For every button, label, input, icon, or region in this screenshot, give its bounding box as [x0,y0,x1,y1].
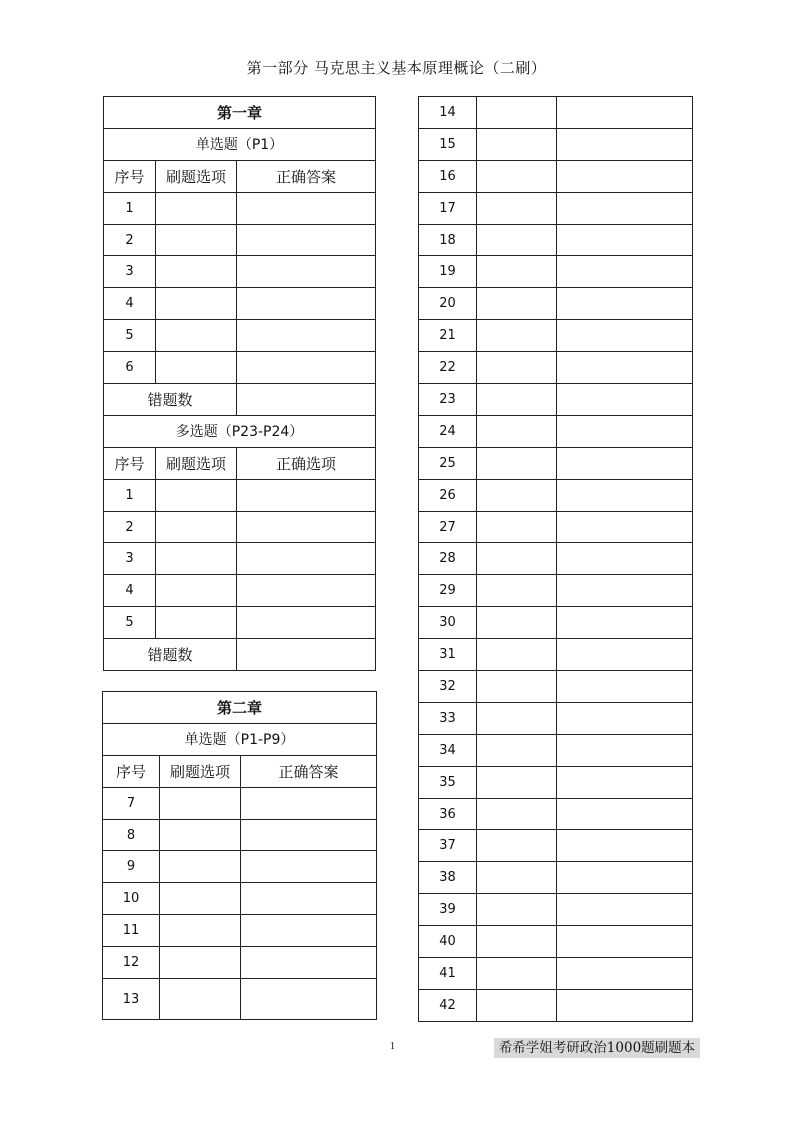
choice-cell[interactable] [477,958,557,990]
question-number: 33 [419,702,477,734]
choice-cell[interactable] [156,256,237,288]
single-choice-heading: 单选题（P1-P9） [103,723,377,755]
column-header-seq: 序号 [104,447,156,479]
answer-cell[interactable] [241,915,377,947]
answer-cell[interactable] [241,787,377,819]
answer-cell[interactable] [557,288,693,320]
table-row [419,256,693,288]
choice-cell[interactable] [477,224,557,256]
table-row [419,224,693,256]
question-number: 31 [419,639,477,671]
column-header-answer: 正确答案 [237,160,376,192]
table-row [419,352,693,384]
answer-cell[interactable] [557,671,693,703]
question-number: 5 [104,607,156,639]
question-number: 3 [104,543,156,575]
question-number: 12 [103,947,160,979]
table-row [103,851,377,883]
answer-cell[interactable] [557,479,693,511]
answer-cell[interactable] [557,862,693,894]
choice-cell[interactable] [477,639,557,671]
question-number: 21 [419,320,477,352]
question-number: 18 [419,224,477,256]
question-number: 28 [419,543,477,575]
table-row [419,926,693,958]
choice-cell[interactable] [156,320,237,352]
answer-cell[interactable] [237,192,376,224]
table-row [104,479,376,511]
single-choice-heading: 单选题（P1） [104,128,376,160]
answer-cell[interactable] [237,256,376,288]
choice-cell[interactable] [477,926,557,958]
answer-cell[interactable] [237,479,376,511]
table-row [104,320,376,352]
question-number: 8 [103,819,160,851]
question-number: 38 [419,862,477,894]
answer-cell[interactable] [557,447,693,479]
table-row [419,702,693,734]
table-row [104,607,376,639]
answer-cell[interactable] [557,192,693,224]
choice-cell[interactable] [477,511,557,543]
choice-cell[interactable] [160,947,241,979]
column-header-choice: 刷题选项 [160,755,241,787]
question-number: 10 [103,883,160,915]
table-row [419,671,693,703]
question-number: 22 [419,352,477,384]
page-title: 第一部分 马克思主义基本原理概论（二刷） [246,59,547,77]
answer-cell[interactable] [237,320,376,352]
table-row [419,415,693,447]
wrong-count-row [104,639,376,671]
answer-cell[interactable] [557,160,693,192]
question-number: 13 [103,979,160,1020]
answer-cell[interactable] [557,702,693,734]
column-header-seq: 序号 [104,160,156,192]
choice-cell[interactable] [160,915,241,947]
choice-cell[interactable] [477,575,557,607]
question-number: 41 [419,958,477,990]
question-number: 1 [104,479,156,511]
table-row [419,511,693,543]
question-number: 5 [104,320,156,352]
table-row [104,192,376,224]
choice-cell[interactable] [156,479,237,511]
choice-cell[interactable] [156,511,237,543]
question-number: 35 [419,766,477,798]
choice-cell[interactable] [160,851,241,883]
chapter1-table [103,96,376,671]
choice-cell[interactable] [477,479,557,511]
chapter2-title-row [103,692,377,724]
table-row [103,819,377,851]
answer-cell[interactable] [557,958,693,990]
question-number: 15 [419,128,477,160]
answer-cell[interactable] [557,511,693,543]
question-number: 4 [104,288,156,320]
table-row [419,320,693,352]
choice-cell[interactable] [477,160,557,192]
choice-cell[interactable] [160,883,241,915]
choice-cell[interactable] [156,192,237,224]
question-number: 42 [419,989,477,1021]
choice-cell[interactable] [477,830,557,862]
answer-cell[interactable] [557,639,693,671]
question-number: 32 [419,671,477,703]
multi-choice-heading: 多选题（P23-P24） [104,415,376,447]
chapter1-title-row [104,97,376,129]
wrong-count-label: 错题数 [104,384,237,416]
choice-cell[interactable] [156,352,237,384]
table-row [103,787,377,819]
table-row [419,447,693,479]
question-number: 23 [419,384,477,416]
question-number: 2 [104,511,156,543]
choice-cell[interactable] [477,97,557,129]
answer-cell[interactable] [237,288,376,320]
table-row [103,915,377,947]
question-number: 7 [103,787,160,819]
table-row [419,958,693,990]
table-row [104,352,376,384]
table-row [104,288,376,320]
question-number: 3 [104,256,156,288]
single-choice-heading-row [104,128,376,160]
answer-cell[interactable] [241,851,377,883]
question-number: 20 [419,288,477,320]
choice-cell[interactable] [477,862,557,894]
table-row [419,575,693,607]
table-row [419,384,693,416]
answer-cell[interactable] [237,224,376,256]
question-number: 2 [104,224,156,256]
table-row [419,128,693,160]
choice-cell[interactable] [477,128,557,160]
question-number: 36 [419,798,477,830]
table-row [104,575,376,607]
choice-cell[interactable] [477,447,557,479]
question-number: 27 [419,511,477,543]
question-number: 9 [103,851,160,883]
question-number: 11 [103,915,160,947]
answer-cell[interactable] [241,819,377,851]
table-row [419,543,693,575]
answer-cell[interactable] [557,128,693,160]
answer-cell[interactable] [241,979,377,1020]
column-header-row [104,447,376,479]
choice-cell[interactable] [477,798,557,830]
table-row [419,894,693,926]
question-number: 26 [419,479,477,511]
answer-cell[interactable] [237,511,376,543]
table-row [419,989,693,1021]
column-header-answer: 正确选项 [237,447,376,479]
table-row [104,224,376,256]
choice-cell[interactable] [477,989,557,1021]
table-row [104,511,376,543]
answer-cell[interactable] [557,607,693,639]
question-number: 6 [104,352,156,384]
column-header-answer: 正确答案 [241,755,377,787]
table-row [103,883,377,915]
answer-cell[interactable] [557,543,693,575]
column-header-row [103,755,377,787]
choice-cell[interactable] [477,894,557,926]
table-row [419,607,693,639]
wrong-count-row [104,384,376,416]
answer-cell[interactable] [557,384,693,416]
table-row [419,798,693,830]
answer-cell[interactable] [557,734,693,766]
answer-cell[interactable] [557,575,693,607]
table-row [419,830,693,862]
answer-cell[interactable] [241,883,377,915]
single-choice-heading-row [103,723,377,755]
table-row [419,862,693,894]
question-number: 25 [419,447,477,479]
choice-cell[interactable] [477,192,557,224]
choice-cell[interactable] [477,384,557,416]
choice-cell[interactable] [477,607,557,639]
question-number: 4 [104,575,156,607]
column-header-choice: 刷题选项 [156,160,237,192]
question-number: 30 [419,607,477,639]
question-number: 1 [104,192,156,224]
wrong-count-value[interactable] [237,639,376,671]
answer-cell[interactable] [557,798,693,830]
answer-cell[interactable] [237,352,376,384]
answer-cell[interactable] [557,224,693,256]
choice-cell[interactable] [477,256,557,288]
table-row [419,639,693,671]
table-row [419,766,693,798]
question-number: 37 [419,830,477,862]
chapter2-table [102,691,377,1020]
choice-cell[interactable] [160,819,241,851]
table-row [103,947,377,979]
question-number: 19 [419,256,477,288]
choice-cell[interactable] [477,671,557,703]
answer-cell[interactable] [237,543,376,575]
answer-cell[interactable] [557,926,693,958]
choice-cell[interactable] [156,543,237,575]
choice-cell[interactable] [156,607,237,639]
choice-cell[interactable] [160,787,241,819]
choice-cell[interactable] [477,352,557,384]
footer-brand: 希希学姐考研政治1000题刷题本 [494,1038,700,1058]
choice-cell[interactable] [477,543,557,575]
question-number: 24 [419,415,477,447]
answer-cell[interactable] [241,947,377,979]
choice-cell[interactable] [477,766,557,798]
choice-cell[interactable] [477,415,557,447]
choice-cell[interactable] [156,288,237,320]
answer-cell[interactable] [557,894,693,926]
choice-cell[interactable] [156,224,237,256]
question-number: 40 [419,926,477,958]
table-row [419,97,693,129]
column-header-choice: 刷题选项 [156,447,237,479]
column-header-row [104,160,376,192]
answer-cell[interactable] [557,766,693,798]
chapter1-title: 第一章 [104,97,376,129]
answer-cell[interactable] [557,830,693,862]
table-row [419,288,693,320]
choice-cell[interactable] [156,575,237,607]
multi-choice-heading-row [104,415,376,447]
table-row [419,734,693,766]
answer-cell[interactable] [557,415,693,447]
choice-cell[interactable] [477,734,557,766]
table-row [419,160,693,192]
table-row [104,543,376,575]
answer-cell[interactable] [557,97,693,129]
answer-cell[interactable] [557,352,693,384]
page-number: 1 [390,1041,395,1052]
question-number: 39 [419,894,477,926]
table-row [103,979,377,1020]
wrong-count-label: 错题数 [104,639,237,671]
choice-cell[interactable] [477,320,557,352]
question-number: 14 [419,97,477,129]
table-row [104,256,376,288]
answer-cell[interactable] [237,607,376,639]
chapter2-title: 第二章 [103,692,377,724]
choice-cell[interactable] [477,702,557,734]
answer-cell[interactable] [557,320,693,352]
answer-cell[interactable] [557,989,693,1021]
question-number: 34 [419,734,477,766]
question-number: 17 [419,192,477,224]
question-number: 29 [419,575,477,607]
table-row [419,192,693,224]
wrong-count-value[interactable] [237,384,376,416]
choice-cell[interactable] [477,288,557,320]
question-number: 16 [419,160,477,192]
column-header-seq: 序号 [103,755,160,787]
choice-cell[interactable] [160,979,241,1020]
answer-cell[interactable] [237,575,376,607]
answer-cell[interactable] [557,256,693,288]
continuation-table [418,96,693,1022]
table-row [419,479,693,511]
